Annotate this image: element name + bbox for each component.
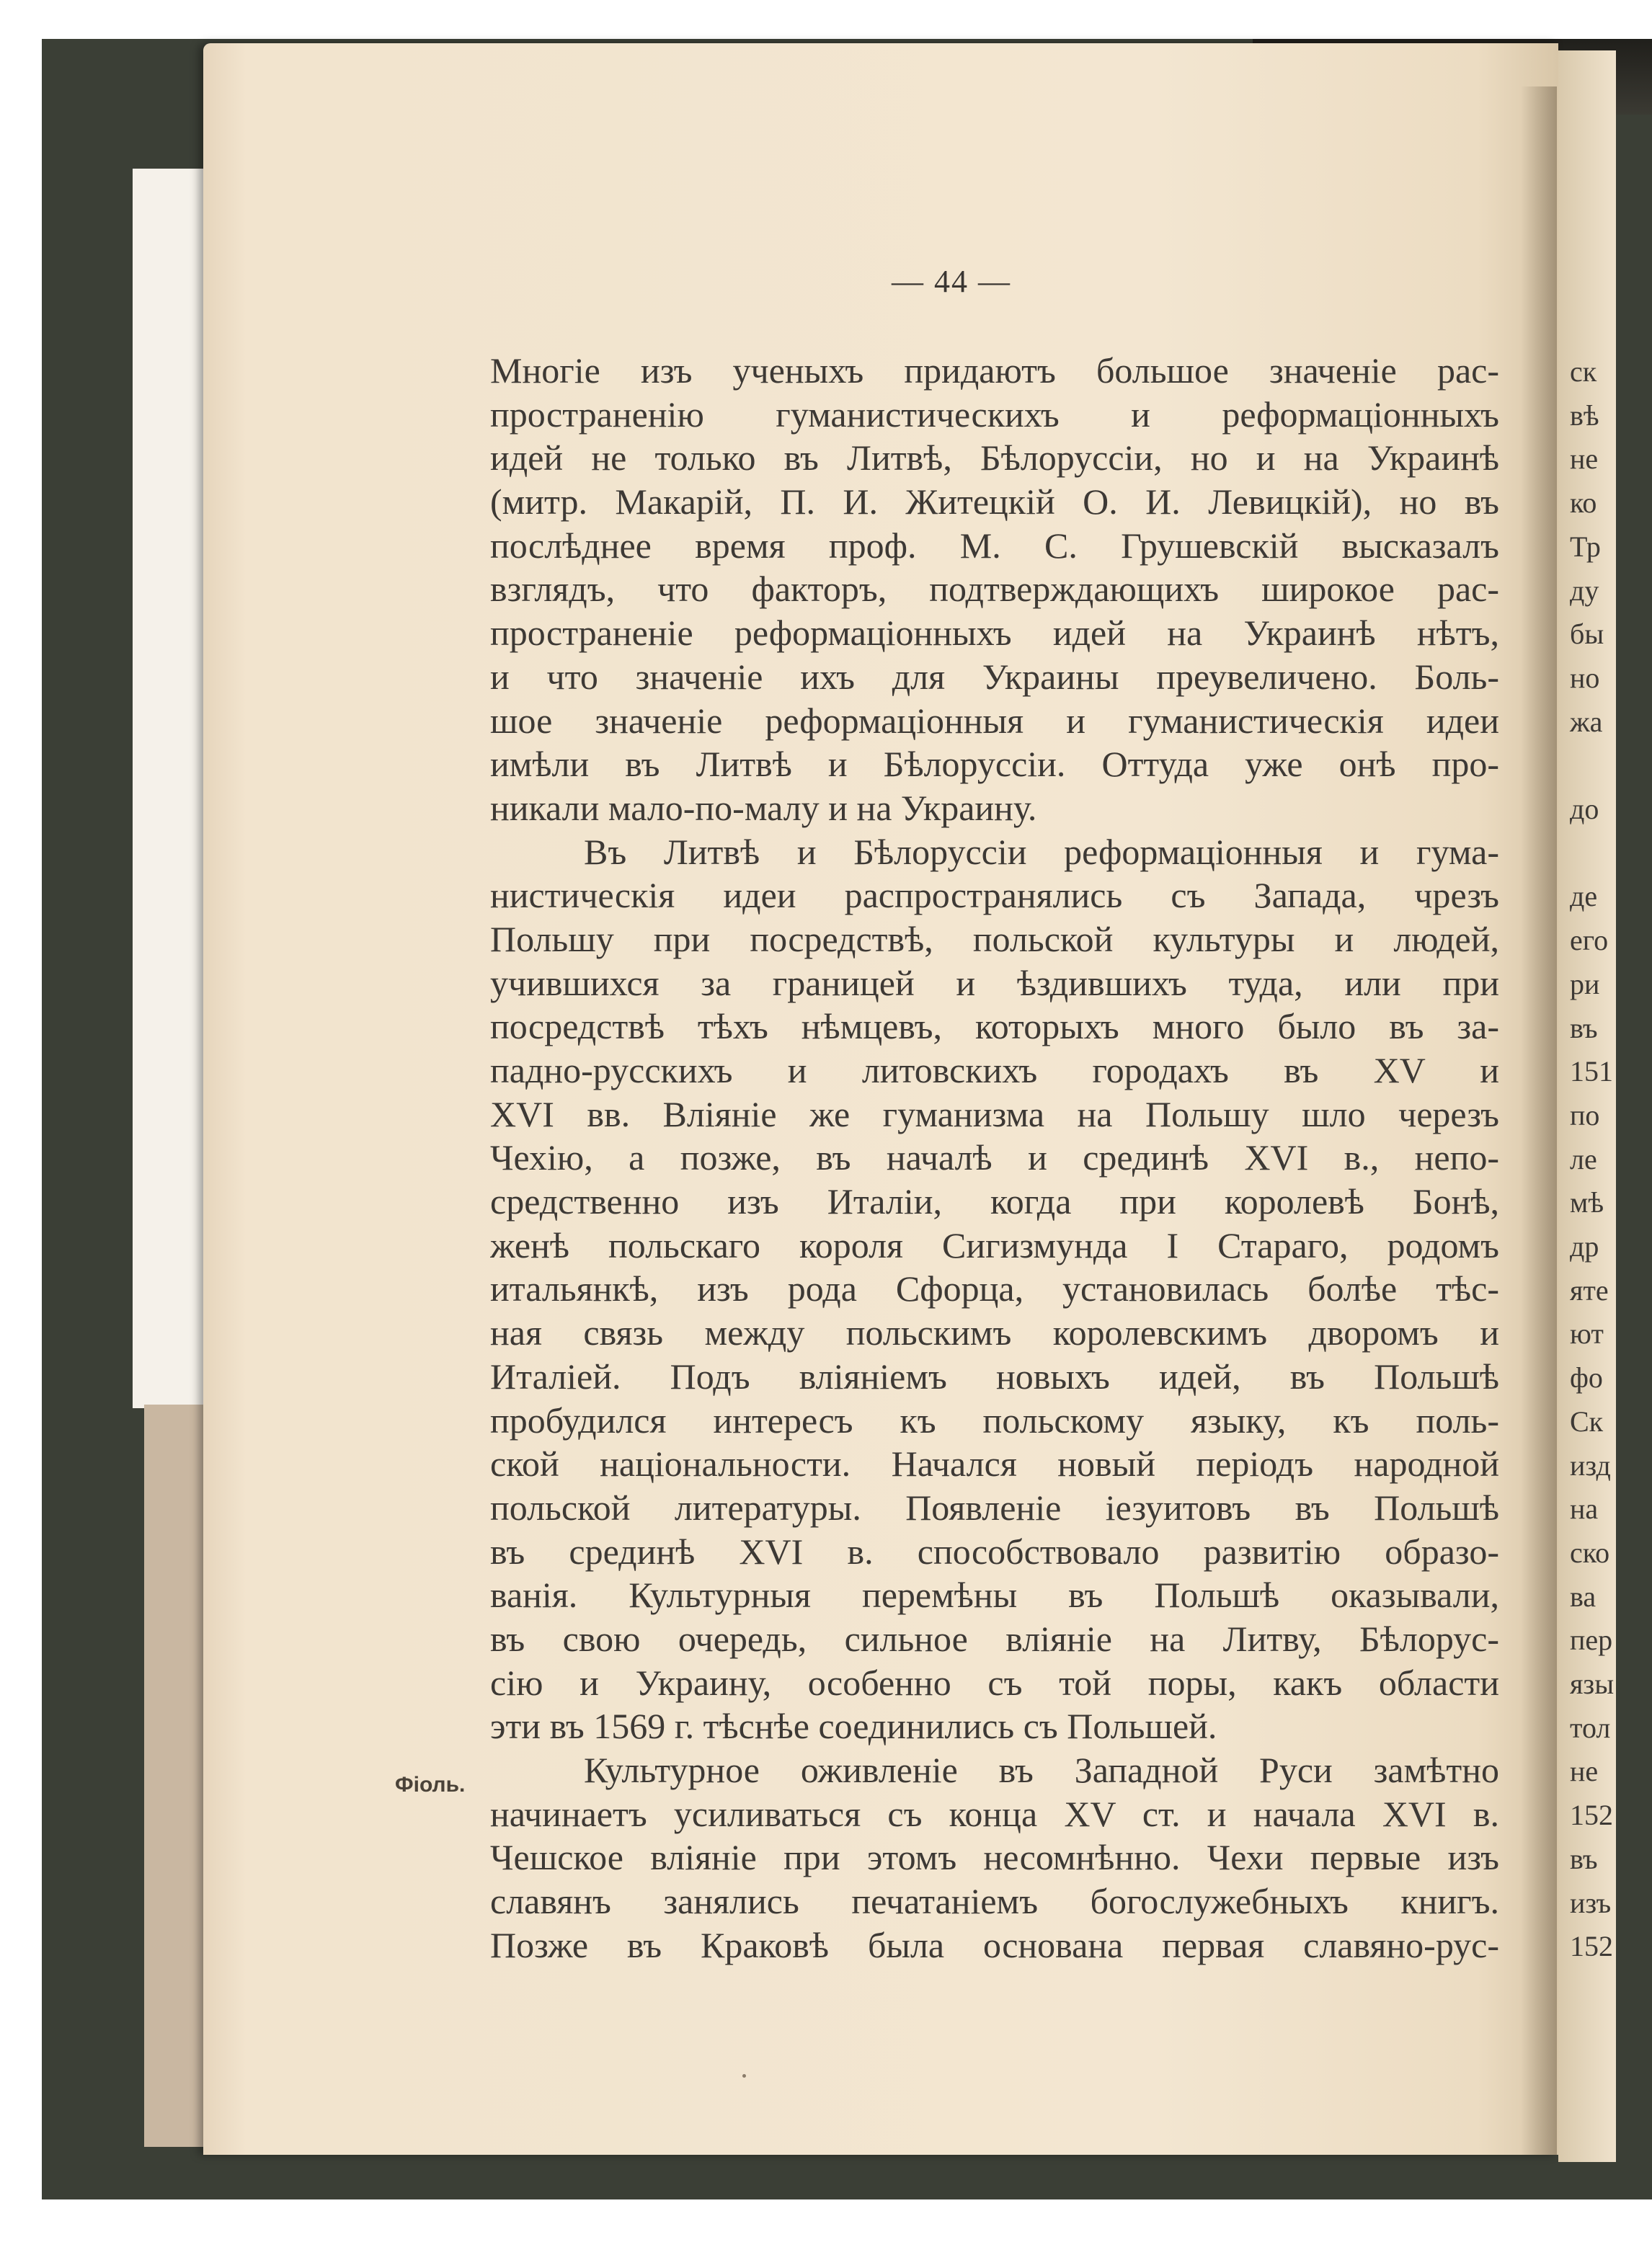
text-line: Многіе изъ ученыхъ придаютъ большое значеніе рас- (490, 350, 1499, 391)
page-number: — 44 — (892, 264, 1011, 299)
facing-page-fragment: бы (1570, 618, 1604, 651)
body-text (490, 349, 1499, 1967)
text-line: Польшу при посредствѣ, польской культуры и людей, (490, 918, 1499, 959)
facing-page-fragment: вѣ (1570, 399, 1599, 432)
facing-page-fragment: 152 (1570, 1799, 1613, 1832)
text-line: никали мало-по-малу и на Украину. (490, 787, 1037, 828)
facing-page-fragment: Ск (1570, 1405, 1604, 1438)
text-line: ской національности. Начался новый періодъ народной (490, 1443, 1499, 1485)
paper-speck (742, 2074, 746, 2078)
text-line: Позже въ Краковѣ была основана первая славяно-рус- (490, 1924, 1499, 1965)
facing-page-fragment: 151 (1570, 1055, 1613, 1088)
facing-page-fragment: ско (1570, 1536, 1610, 1569)
text-line: ванія. Культурныя перемѣны въ Польшѣ оказывали, (490, 1575, 1499, 1616)
text-line: пробудился интересъ къ польскому языку, къ поль- (490, 1400, 1499, 1441)
facing-page-fragment: его (1570, 924, 1609, 957)
facing-page-fragment: ко (1570, 486, 1597, 520)
text-line: послѣднее время проф. М. С. Грушевскій высказалъ (490, 525, 1499, 566)
text-line: XVI вв. Вліяніе же гуманизма на Польшу шло черезъ (490, 1093, 1499, 1134)
text-line: женѣ польскаго короля Сигизмунда I Стараго, родомъ (490, 1224, 1499, 1265)
facing-page-fragment: язы (1570, 1668, 1615, 1700)
text-line: эти въ 1569 г. тѣснѣе соединились съ Польшей. (490, 1706, 1217, 1747)
facing-page-fragment: изд (1570, 1449, 1611, 1482)
text-line: пространеніе реформаціонныхъ идей на Украинѣ нѣтъ, (490, 613, 1499, 654)
text-line: идей не только въ Литвѣ, Бѣлоруссіи, но и на Украинѣ (490, 437, 1499, 479)
text-line: Чехію, а позже, въ началѣ и срединѣ XVI в., непо- (490, 1137, 1499, 1178)
facing-page-fragment: въ (1570, 1842, 1598, 1875)
text-line: въ срединѣ XVI в. способствовало развитію образо- (490, 1531, 1499, 1572)
facing-page-fragment: жа (1570, 705, 1603, 738)
text-line: Въ Литвѣ и Бѣлоруссіи реформаціонныя и гума- (584, 831, 1499, 872)
facing-page-fragment: ле (1570, 1142, 1597, 1175)
text-line: средственно изъ Италіи, когда при королевѣ Бонѣ, (490, 1181, 1499, 1222)
facing-page-fragment: фо (1570, 1361, 1603, 1394)
text-line: и что значеніе ихъ для Украины преувеличено. Боль- (490, 656, 1499, 697)
facing-page-fragment: по (1570, 1098, 1600, 1131)
text-line: въ свою очередь, сильное вліяніе на Литву, Бѣлорус- (490, 1618, 1499, 1659)
facing-page-fragment: ск (1570, 355, 1597, 388)
text-line: посредствѣ тѣхъ нѣмцевъ, которыхъ много было въ за- (490, 1006, 1499, 1047)
facing-page-fragment: пер (1570, 1624, 1613, 1657)
margin-note: Фіоль. (395, 1773, 466, 1797)
text-line: Чешское вліяніе при этомъ несомнѣнно. Чехи первые изъ (490, 1837, 1499, 1878)
text-line: взглядъ, что факторъ, подтверждающихъ широкое рас- (490, 569, 1499, 610)
facing-page-fragment: мѣ (1570, 1186, 1604, 1219)
facing-page-fragment: ют (1570, 1317, 1604, 1351)
text-line: итальянкѣ, изъ рода Сфорца, установилась болѣе тѣс- (490, 1268, 1499, 1309)
text-line: Италіей. Подъ вліяніемъ новыхъ идей, въ Польшѣ (490, 1356, 1499, 1397)
facing-page-fragment: до (1570, 793, 1599, 825)
facing-page-fragment: не (1570, 442, 1599, 476)
facing-page-fragment: ри (1570, 967, 1600, 1000)
page-gutter-shadow (1521, 86, 1557, 2155)
facing-page-fragment: 152 (1570, 1930, 1613, 1963)
text-line: учившихся за границей и ѣздившихъ туда, или при (490, 962, 1499, 1003)
facing-page-fragment: тол (1570, 1711, 1611, 1744)
text-line: шое значеніе реформаціонныя и гуманистическія идеи (490, 700, 1499, 741)
text-line: славянъ занялись печатаніемъ богослужебныхъ книгъ. (490, 1881, 1499, 1922)
facing-page-fragment: Тр (1570, 530, 1601, 563)
text-line: сію и Украину, особенно съ той поры, какъ области (490, 1662, 1499, 1703)
text-line: Культурное оживленіе въ Западной Руси замѣтно (584, 1750, 1499, 1790)
facing-page-fragment: яте (1570, 1273, 1609, 1307)
text-line: польской литературы. Появленіе іезуитовъ въ Польшѣ (490, 1487, 1499, 1528)
facing-page-fragment: изъ (1570, 1886, 1612, 1919)
text-line: пространенію гуманистическихъ и реформаціонныхъ (490, 393, 1499, 435)
facing-page-fragment: въ (1570, 1011, 1598, 1044)
text-line: нистическія идеи распространялись съ Запада, чрезъ (490, 875, 1499, 916)
facing-page-fragment: ва (1570, 1580, 1597, 1613)
text-line: начинаетъ усиливаться съ конца XV ст. и начала XVI в. (490, 1793, 1499, 1834)
text-line: имѣли въ Литвѣ и Бѣлоруссіи. Оттуда уже онѣ про- (490, 744, 1499, 785)
facing-page-fragment: не (1570, 1755, 1599, 1788)
facing-page-fragment: на (1570, 1493, 1599, 1526)
text-line: (митр. Макарій, П. И. Житецкій О. И. Левицкій), но въ (490, 481, 1499, 522)
facing-page-fragment: ду (1570, 574, 1599, 607)
facing-page-fragment: др (1570, 1230, 1599, 1263)
text-line: ная связь между польскимъ королевскимъ дворомъ и (490, 1312, 1499, 1353)
facing-page-fragment: но (1570, 661, 1600, 694)
facing-page-fragment: де (1570, 880, 1598, 913)
text-line: падно-русскихъ и литовскихъ городахъ въ XV и (490, 1050, 1499, 1090)
